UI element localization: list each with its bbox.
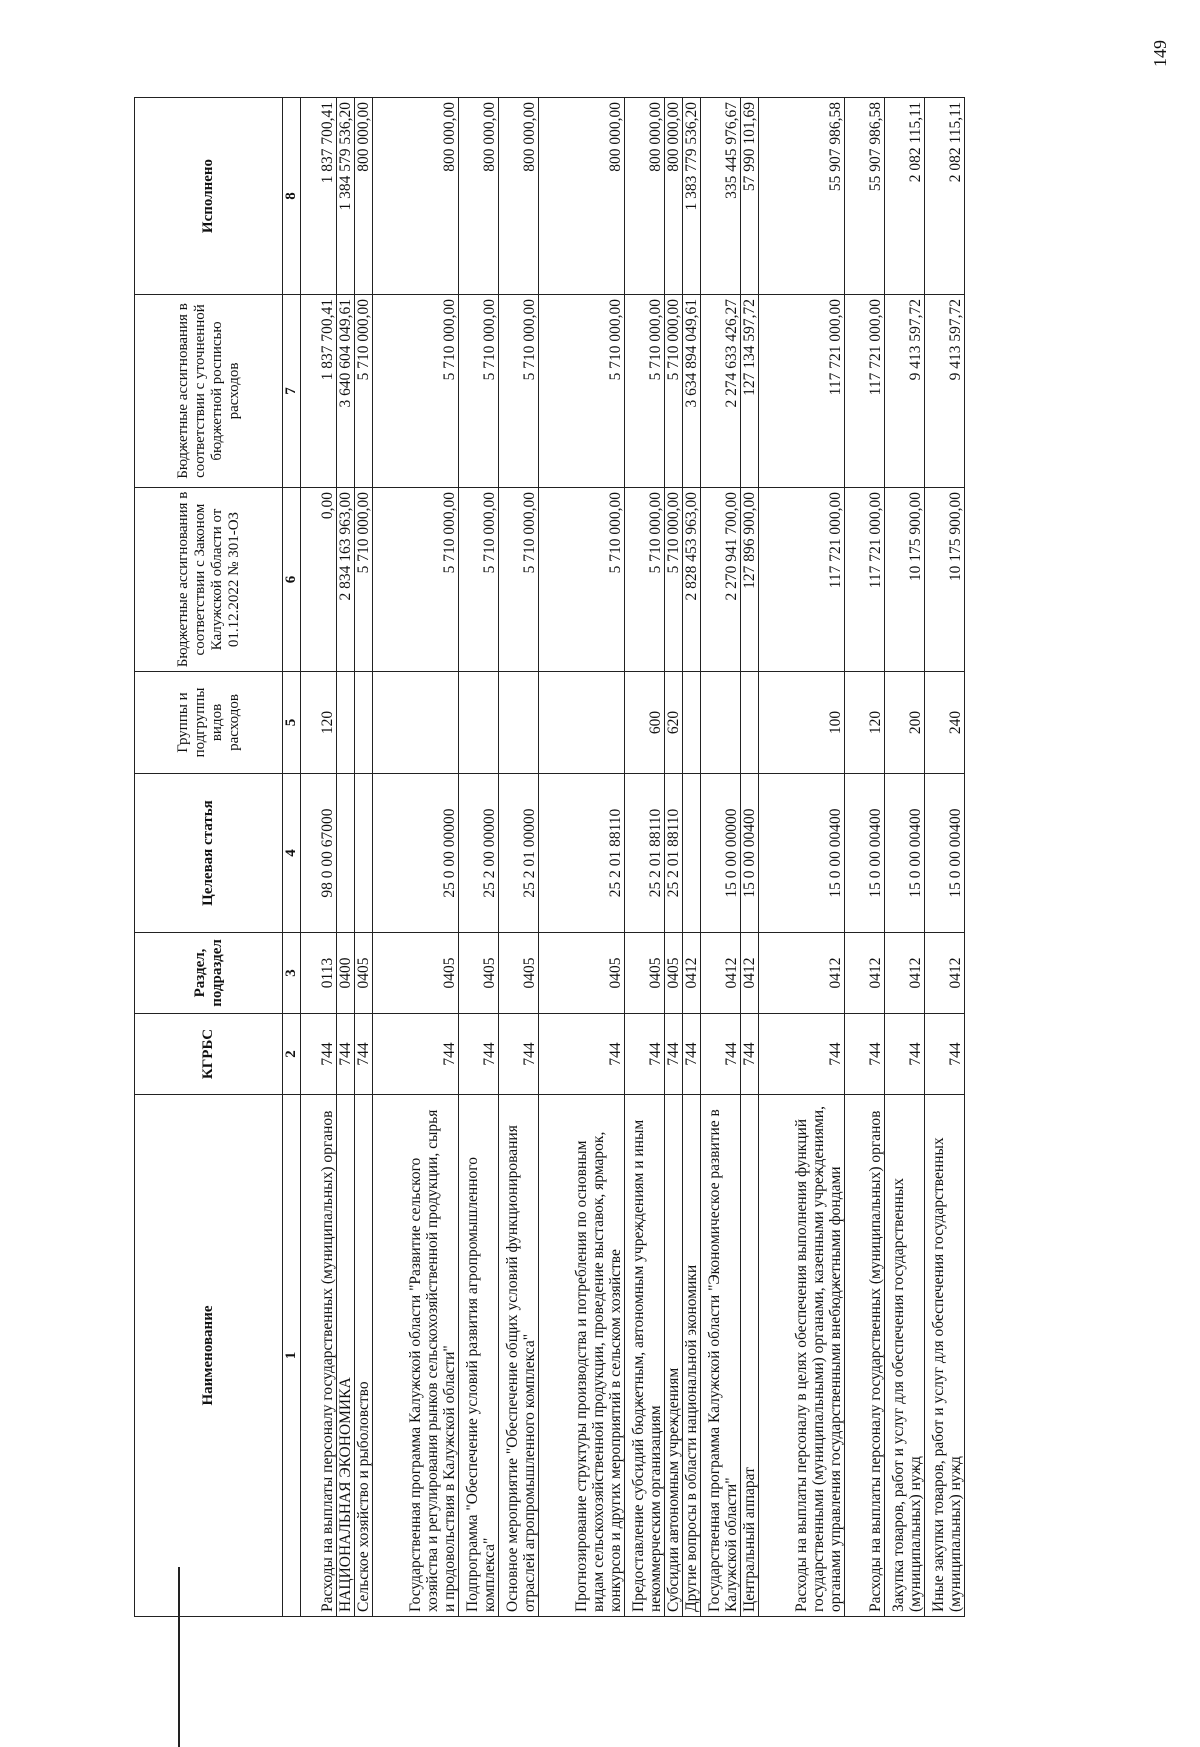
table-row: [759, 98, 845, 1617]
row-refined-amount: 3 634 894 049,61: [683, 295, 701, 488]
row-target: 25 2 01 88110: [625, 774, 665, 933]
table-row: [301, 98, 337, 1617]
table-row: [701, 98, 741, 1617]
header-target: Целевая статья: [135, 774, 283, 933]
row-name: Центральный аппарат: [741, 1095, 759, 1617]
row-section: 0400: [337, 933, 355, 1014]
row-refined-amount: 9 413 597,72: [925, 295, 965, 488]
row-name: НАЦИОНАЛЬНАЯ ЭКОНОМИКА: [337, 1095, 355, 1617]
row-kgrbs: 744: [759, 1014, 845, 1095]
row-executed-amount: 800 000,00: [373, 98, 459, 295]
footnote-separator-line: [178, 1567, 180, 1747]
budget-table: [134, 97, 965, 1617]
row-group: [701, 672, 741, 774]
header-executed: Исполнено: [135, 98, 283, 295]
row-target: 15 0 00 00000: [701, 774, 741, 933]
row-section: 0405: [625, 933, 665, 1014]
row-kgrbs: 744: [337, 1014, 355, 1095]
row-executed-amount: 57 990 101,69: [741, 98, 759, 295]
row-kgrbs: 744: [301, 1014, 337, 1095]
row-section: 0405: [499, 933, 539, 1014]
row-law-amount: 10 175 900,00: [925, 488, 965, 672]
row-group: [337, 672, 355, 774]
row-law-amount: 2 270 941 700,00: [701, 488, 741, 672]
row-law-amount: 127 896 900,00: [741, 488, 759, 672]
row-kgrbs: 744: [499, 1014, 539, 1095]
table-row: [625, 98, 665, 1617]
row-target: 15 0 00 00400: [741, 774, 759, 933]
row-target: 15 0 00 00400: [759, 774, 845, 933]
row-target: 15 0 00 00400: [885, 774, 925, 933]
row-section: 0405: [355, 933, 373, 1014]
row-section: 0113: [301, 933, 337, 1014]
row-group: 200: [885, 672, 925, 774]
table-row: [885, 98, 925, 1617]
column-number: 5: [283, 672, 301, 774]
table-row: [337, 98, 355, 1617]
column-number: 1: [283, 1095, 301, 1617]
row-group: 620: [665, 672, 683, 774]
row-section: 0412: [759, 933, 845, 1014]
row-group: [499, 672, 539, 774]
row-target: 98 0 00 67000: [301, 774, 337, 933]
row-law-amount: 0,00: [301, 488, 337, 672]
row-kgrbs: 744: [373, 1014, 459, 1095]
table-row: [845, 98, 885, 1617]
row-law-amount: 10 175 900,00: [885, 488, 925, 672]
row-kgrbs: 744: [459, 1014, 499, 1095]
row-section: 0412: [845, 933, 885, 1014]
row-group: [741, 672, 759, 774]
row-group: 100: [759, 672, 845, 774]
column-number: 2: [283, 1014, 301, 1095]
row-executed-amount: 800 000,00: [625, 98, 665, 295]
row-name: Другие вопросы в области национальной экономики: [683, 1095, 701, 1617]
column-number-row: [283, 98, 301, 1617]
row-group: [539, 672, 625, 774]
row-target: [683, 774, 701, 933]
table-row: [355, 98, 373, 1617]
row-group: 120: [301, 672, 337, 774]
row-executed-amount: 800 000,00: [665, 98, 683, 295]
table-row: [499, 98, 539, 1617]
row-refined-amount: 5 710 000,00: [665, 295, 683, 488]
row-law-amount: 117 721 000,00: [759, 488, 845, 672]
row-refined-amount: 9 413 597,72: [885, 295, 925, 488]
row-name: Прогнозирование структуры производства и потребления по основным видам сельскохозяйственной продукции, проведение выставок, ярмарок, конкурсов и других мероприятий в сельском хозяйстве: [539, 1095, 625, 1617]
row-refined-amount: 5 710 000,00: [355, 295, 373, 488]
row-section: 0405: [539, 933, 625, 1014]
row-kgrbs: 744: [741, 1014, 759, 1095]
row-group: [355, 672, 373, 774]
row-refined-amount: 127 134 597,72: [741, 295, 759, 488]
row-law-amount: 5 710 000,00: [459, 488, 499, 672]
header-row: [135, 98, 283, 1617]
row-target: 15 0 00 00400: [925, 774, 965, 933]
row-name: Государственная программа Калужской области "Экономическое развитие в Калужской области": [701, 1095, 741, 1617]
row-law-amount: 5 710 000,00: [665, 488, 683, 672]
row-name: Сельское хозяйство и рыболовство: [355, 1095, 373, 1617]
row-target: 25 2 01 88110: [665, 774, 683, 933]
column-number: 8: [283, 98, 301, 295]
row-section: 0412: [701, 933, 741, 1014]
row-name: Государственная программа Калужской области "Развитие сельского хозяйства и регулирования рынков сельскохозяйственной продукции, сырья и продовольствия в Калужской области": [373, 1095, 459, 1617]
row-section: 0405: [459, 933, 499, 1014]
row-kgrbs: 744: [625, 1014, 665, 1095]
row-refined-amount: 5 710 000,00: [373, 295, 459, 488]
row-kgrbs: 744: [925, 1014, 965, 1095]
row-group: [683, 672, 701, 774]
row-executed-amount: 335 445 976,67: [701, 98, 741, 295]
row-target: 25 2 00 00000: [459, 774, 499, 933]
row-executed-amount: 2 082 115,11: [885, 98, 925, 295]
row-kgrbs: 744: [683, 1014, 701, 1095]
row-refined-amount: 5 710 000,00: [459, 295, 499, 488]
row-refined-amount: 2 274 633 426,27: [701, 295, 741, 488]
table-row: [925, 98, 965, 1617]
row-group: [373, 672, 459, 774]
table-row: [539, 98, 625, 1617]
row-section: 0412: [885, 933, 925, 1014]
row-refined-amount: 5 710 000,00: [625, 295, 665, 488]
row-law-amount: 117 721 000,00: [845, 488, 885, 672]
table-row: [665, 98, 683, 1617]
table-row: [459, 98, 499, 1617]
column-number: 7: [283, 295, 301, 488]
row-kgrbs: 744: [539, 1014, 625, 1095]
row-executed-amount: 2 082 115,11: [925, 98, 965, 295]
row-executed-amount: 55 907 986,58: [759, 98, 845, 295]
row-section: 0412: [741, 933, 759, 1014]
row-target: [355, 774, 373, 933]
row-kgrbs: 744: [701, 1014, 741, 1095]
row-executed-amount: 1 383 779 536,20: [683, 98, 701, 295]
row-group: 120: [845, 672, 885, 774]
page-number: 149: [1150, 40, 1170, 67]
row-executed-amount: 800 000,00: [539, 98, 625, 295]
row-law-amount: 5 710 000,00: [625, 488, 665, 672]
row-law-amount: 2 828 453 963,00: [683, 488, 701, 672]
row-kgrbs: 744: [355, 1014, 373, 1095]
row-name: Иные закупки товаров, работ и услуг для обеспечения государственных (муниципальных) нужд: [925, 1095, 965, 1617]
column-number: 3: [283, 933, 301, 1014]
row-executed-amount: 800 000,00: [459, 98, 499, 295]
row-name: Расходы на выплаты персоналу в целях обеспечения выполнения функций государственными (муниципальными) органами, казенными учреждениями, органами управления государственными внебюджетными фондами: [759, 1095, 845, 1617]
header-section: Раздел, подраздел: [135, 933, 283, 1014]
row-kgrbs: 744: [845, 1014, 885, 1095]
row-name: Закупка товаров, работ и услуг для обеспечения государственных (муниципальных) нужд: [885, 1095, 925, 1617]
header-law: Бюджетные ассигнования в соответствии с Законом Калужской области от 01.12.2022 № 301-ОЗ: [135, 488, 283, 672]
header-refined: Бюджетные ассигнования в соответствии с уточненной бюджетной росписью расходов: [135, 295, 283, 488]
row-executed-amount: 800 000,00: [499, 98, 539, 295]
row-refined-amount: 5 710 000,00: [539, 295, 625, 488]
row-name: Расходы на выплаты персоналу государственных (муниципальных) органов: [301, 1095, 337, 1617]
row-section: 0405: [373, 933, 459, 1014]
row-name: Субсидии автономным учреждениям: [665, 1095, 683, 1617]
row-law-amount: 5 710 000,00: [355, 488, 373, 672]
column-number: 6: [283, 488, 301, 672]
row-executed-amount: 1 837 700,41: [301, 98, 337, 295]
row-target: 15 0 00 00400: [845, 774, 885, 933]
row-group: 600: [625, 672, 665, 774]
row-group: [459, 672, 499, 774]
row-kgrbs: 744: [885, 1014, 925, 1095]
row-executed-amount: 55 907 986,58: [845, 98, 885, 295]
row-law-amount: 5 710 000,00: [539, 488, 625, 672]
table-row: [373, 98, 459, 1617]
row-name: Основное мероприятие "Обеспечение общих условий функционирования отраслей агропромышленного комплекса": [499, 1095, 539, 1617]
row-target: 25 0 00 00000: [373, 774, 459, 933]
row-executed-amount: 1 384 579 536,20: [337, 98, 355, 295]
row-kgrbs: 744: [665, 1014, 683, 1095]
row-refined-amount: 117 721 000,00: [759, 295, 845, 488]
row-name: Расходы на выплаты персоналу государственных (муниципальных) органов: [845, 1095, 885, 1617]
table-row: [741, 98, 759, 1617]
row-refined-amount: 1 837 700,41: [301, 295, 337, 488]
row-law-amount: 5 710 000,00: [373, 488, 459, 672]
row-section: 0412: [683, 933, 701, 1014]
row-target: [337, 774, 355, 933]
row-law-amount: 2 834 163 963,00: [337, 488, 355, 672]
row-name: Подпрограмма "Обеспечение условий развития агропромышленного комплекса": [459, 1095, 499, 1617]
header-name: Наименование: [135, 1095, 283, 1617]
row-target: 25 2 01 88110: [539, 774, 625, 933]
row-name: Предоставление субсидий бюджетным, автономным учреждениям и иным некоммерческим организациям: [625, 1095, 665, 1617]
row-refined-amount: 117 721 000,00: [845, 295, 885, 488]
row-target: 25 2 01 00000: [499, 774, 539, 933]
row-section: 0412: [925, 933, 965, 1014]
row-law-amount: 5 710 000,00: [499, 488, 539, 672]
row-section: 0405: [665, 933, 683, 1014]
row-refined-amount: 3 640 604 049,61: [337, 295, 355, 488]
column-number: 4: [283, 774, 301, 933]
header-group: Группы и подгруппы видов расходов: [135, 672, 283, 774]
table-row: [683, 98, 701, 1617]
row-executed-amount: 800 000,00: [355, 98, 373, 295]
row-refined-amount: 5 710 000,00: [499, 295, 539, 488]
header-kgrbs: КГРБС: [135, 1014, 283, 1095]
row-group: 240: [925, 672, 965, 774]
